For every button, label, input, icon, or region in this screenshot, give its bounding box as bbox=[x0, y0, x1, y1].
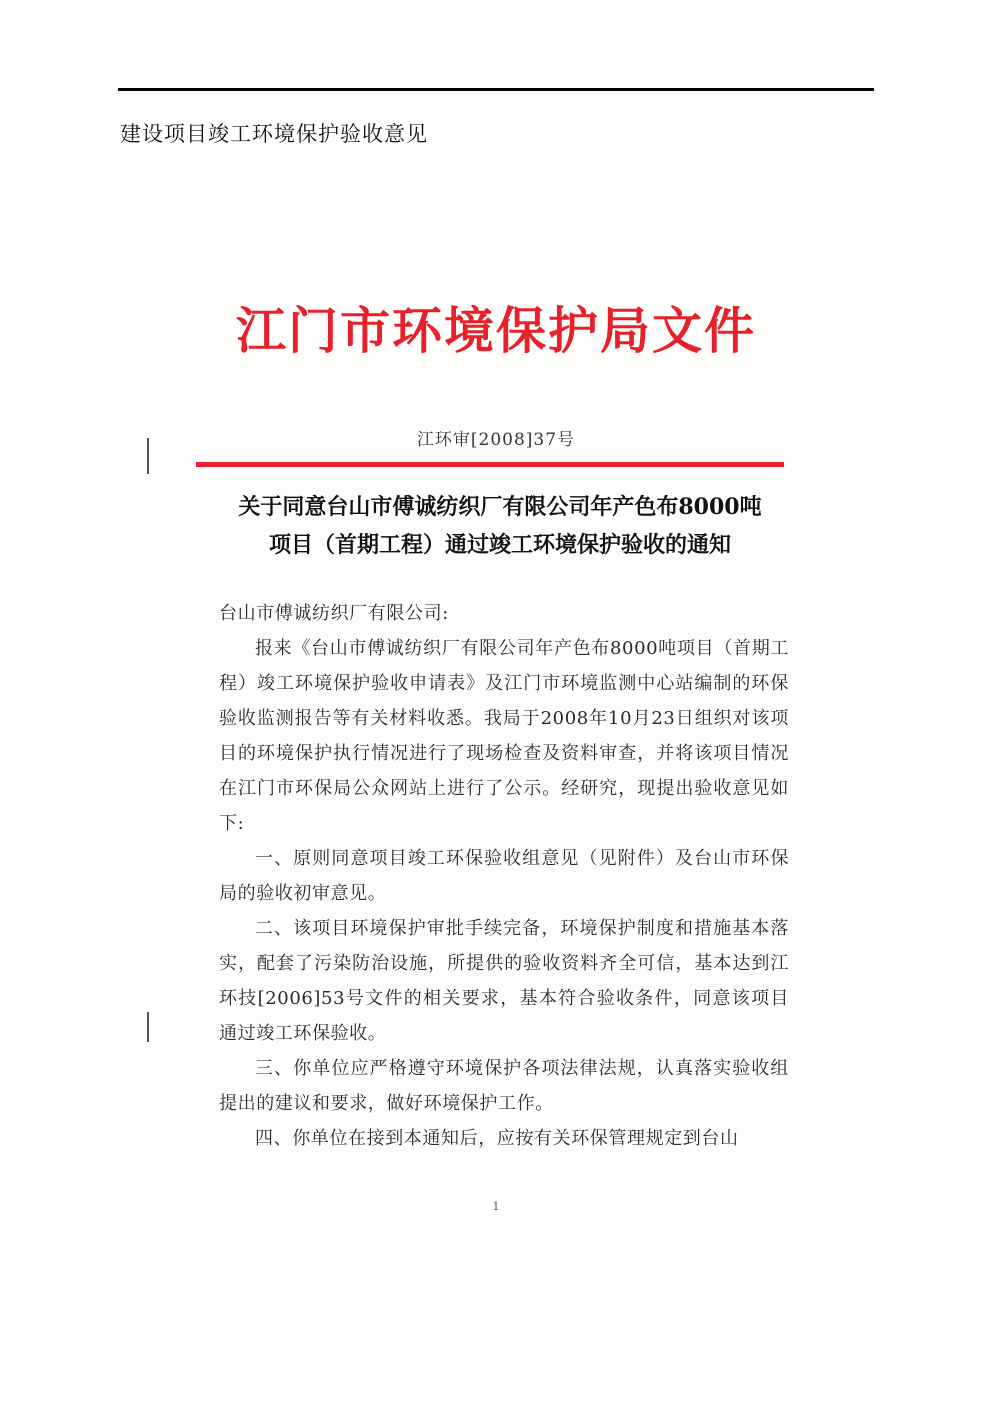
page-number: 1 bbox=[492, 1200, 500, 1213]
subject-line: 关于同意台山市傅诚纺织厂有限公司年产色布8000吨 bbox=[238, 494, 762, 520]
body-paragraph: 四、你单位在接到本通知后，应按有关环保管理规定到台山 bbox=[255, 1128, 739, 1149]
subject-line: 项目（首期工程）通过竣工环境保护验收的通知 bbox=[268, 532, 731, 558]
document-number: 江环审[2008]37号 bbox=[416, 430, 576, 450]
header-rule bbox=[118, 88, 874, 91]
document-body bbox=[219, 596, 789, 1156]
page-title: 建设项目竣工环境保护验收意见 bbox=[120, 122, 428, 146]
body-paragraph: 二、该项目环境保护审批手续完备，环境保护制度和措施基本落实，配套了污染防治设施，所提供的验收资料齐全可信，基本达到江环技[2006]53号文件的相关要求，基本符合验收条件，同意该项目通过竣工环保验收。 bbox=[219, 918, 789, 1044]
margin-mark bbox=[147, 1012, 149, 1042]
body-paragraph: 一、原则同意项目竣工环保验收组意见（见附件）及台山市环保局的验收初审意见。 bbox=[219, 848, 789, 904]
masthead-red-rule bbox=[196, 462, 784, 467]
body-paragraph: 报来《台山市傅诚纺织厂有限公司年产色布8000吨项目（首期工程）竣工环境保护验收申请表》及江门市环境监测中心站编制的环保验收监测报告等有关材料收悉。我局于2008年10月23日组织对该项目的环境保护执行情况进行了现场检查及资料审查，并将该项目情况在江门市环保局公众网站上进行了公示。经研究，现提出验收意见如下: bbox=[219, 638, 789, 834]
addressee: 台山市傅诚纺织厂有限公司: bbox=[219, 603, 449, 624]
body-paragraph: 三、你单位应严格遵守环境保护各项法律法规，认真落实验收组提出的建议和要求，做好环境保护工作。 bbox=[219, 1058, 789, 1114]
document-masthead: 江门市环境保护局文件 bbox=[236, 301, 756, 360]
document-subject bbox=[200, 488, 800, 564]
